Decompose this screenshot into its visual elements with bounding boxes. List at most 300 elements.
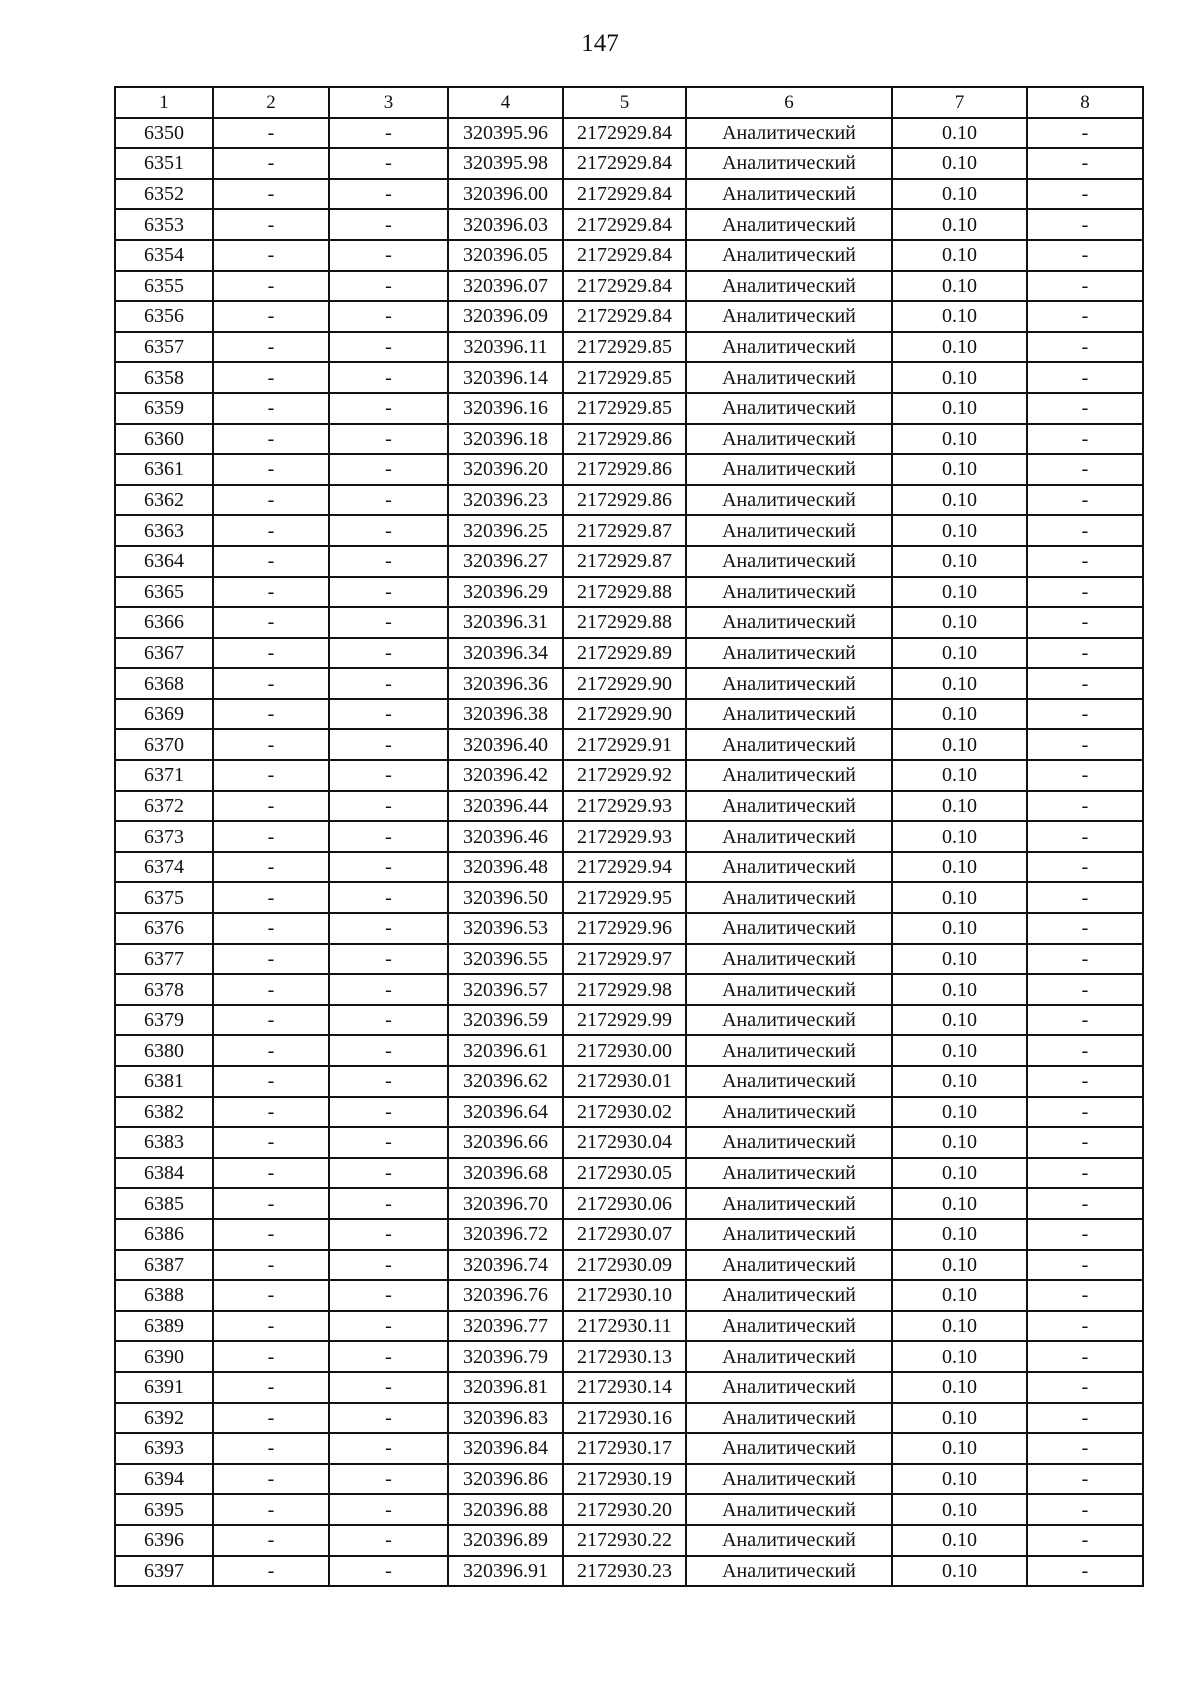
table-cell-col-7: 0.10 [892, 882, 1027, 913]
table-cell-col-1: 6382 [115, 1097, 213, 1128]
table-cell-col-6: Аналитический [686, 1556, 892, 1587]
table-cell-col-3: - [329, 1250, 448, 1281]
table-cell-col-7: 0.10 [892, 454, 1027, 485]
table-cell-col-3: - [329, 1280, 448, 1311]
table-cell-col-4: 320396.25 [448, 515, 563, 546]
table-cell-col-6: Аналитический [686, 1066, 892, 1097]
table-cell-col-8: - [1027, 424, 1143, 455]
table-cell-col-4: 320396.81 [448, 1372, 563, 1403]
table-cell-col-2: - [213, 179, 329, 210]
table-row [115, 332, 1143, 363]
table-cell-col-5: 2172930.17 [563, 1433, 686, 1464]
table-cell-col-3: - [329, 1433, 448, 1464]
table-row [115, 791, 1143, 822]
table-cell-col-4: 320396.59 [448, 1005, 563, 1036]
table-cell-col-5: 2172930.14 [563, 1372, 686, 1403]
table-cell-col-7: 0.10 [892, 729, 1027, 760]
table-cell-col-1: 6397 [115, 1556, 213, 1587]
table-cell-col-1: 6373 [115, 821, 213, 852]
table-cell-col-1: 6377 [115, 944, 213, 975]
table-cell-col-7: 0.10 [892, 1219, 1027, 1250]
table-cell-col-8: - [1027, 332, 1143, 363]
table-cell-col-8: - [1027, 974, 1143, 1005]
table-cell-col-8: - [1027, 668, 1143, 699]
table-cell-col-2: - [213, 821, 329, 852]
table-row [115, 179, 1143, 210]
table-cell-col-7: 0.10 [892, 638, 1027, 669]
table-cell-col-3: - [329, 515, 448, 546]
table-cell-col-8: - [1027, 1525, 1143, 1556]
table-row [115, 148, 1143, 179]
table-cell-col-7: 0.10 [892, 424, 1027, 455]
table-cell-col-7: 0.10 [892, 1097, 1027, 1128]
table-cell-col-4: 320396.66 [448, 1127, 563, 1158]
table-cell-col-3: - [329, 1403, 448, 1434]
table-cell-col-8: - [1027, 301, 1143, 332]
table-cell-col-1: 6354 [115, 240, 213, 271]
table-row [115, 638, 1143, 669]
table-cell-col-7: 0.10 [892, 209, 1027, 240]
table-cell-col-8: - [1027, 791, 1143, 822]
table-cell-col-8: - [1027, 1403, 1143, 1434]
table-cell-col-4: 320396.14 [448, 362, 563, 393]
table-cell-col-6: Аналитический [686, 1464, 892, 1495]
table-cell-col-3: - [329, 1311, 448, 1342]
table-cell-col-8: - [1027, 1311, 1143, 1342]
table-cell-col-4: 320396.27 [448, 546, 563, 577]
table-cell-col-1: 6381 [115, 1066, 213, 1097]
table-cell-col-1: 6352 [115, 179, 213, 210]
table-cell-col-3: - [329, 301, 448, 332]
table-cell-col-2: - [213, 1403, 329, 1434]
table-row [115, 1035, 1143, 1066]
table-cell-col-1: 6362 [115, 485, 213, 516]
table-cell-col-5: 2172929.87 [563, 515, 686, 546]
table-cell-col-8: - [1027, 1494, 1143, 1525]
table-cell-col-8: - [1027, 729, 1143, 760]
table-cell-col-5: 2172929.84 [563, 209, 686, 240]
table-cell-col-6: Аналитический [686, 424, 892, 455]
table-cell-col-6: Аналитический [686, 852, 892, 883]
table-cell-col-5: 2172929.97 [563, 944, 686, 975]
table-cell-col-3: - [329, 1158, 448, 1189]
table-cell-col-2: - [213, 791, 329, 822]
table-cell-col-6: Аналитический [686, 821, 892, 852]
table-cell-col-5: 2172929.89 [563, 638, 686, 669]
table-cell-col-3: - [329, 668, 448, 699]
table-header-row [115, 87, 1143, 118]
table-cell-col-4: 320396.31 [448, 607, 563, 638]
table-cell-col-1: 6389 [115, 1311, 213, 1342]
table-cell-col-4: 320396.57 [448, 974, 563, 1005]
table-cell-col-8: - [1027, 393, 1143, 424]
table-cell-col-5: 2172930.06 [563, 1188, 686, 1219]
table-row [115, 1341, 1143, 1372]
table-cell-col-3: - [329, 791, 448, 822]
table-cell-col-5: 2172930.11 [563, 1311, 686, 1342]
table-cell-col-5: 2172929.93 [563, 791, 686, 822]
table-cell-col-7: 0.10 [892, 852, 1027, 883]
table-cell-col-7: 0.10 [892, 1127, 1027, 1158]
header-cell-col-1: 1 [115, 87, 213, 118]
table-cell-col-1: 6370 [115, 729, 213, 760]
table-cell-col-2: - [213, 1158, 329, 1189]
table-cell-col-5: 2172930.05 [563, 1158, 686, 1189]
table-cell-col-7: 0.10 [892, 1158, 1027, 1189]
table-row [115, 1494, 1143, 1525]
table-cell-col-6: Аналитический [686, 1127, 892, 1158]
table-cell-col-2: - [213, 1097, 329, 1128]
table-cell-col-4: 320396.03 [448, 209, 563, 240]
table-cell-col-8: - [1027, 148, 1143, 179]
table-cell-col-8: - [1027, 1035, 1143, 1066]
table-row [115, 1525, 1143, 1556]
table-cell-col-7: 0.10 [892, 607, 1027, 638]
table-cell-col-3: - [329, 1066, 448, 1097]
table-cell-col-4: 320396.48 [448, 852, 563, 883]
table-cell-col-7: 0.10 [892, 301, 1027, 332]
table-cell-col-6: Аналитический [686, 1372, 892, 1403]
table-cell-col-6: Аналитический [686, 791, 892, 822]
table-cell-col-2: - [213, 1433, 329, 1464]
table-cell-col-7: 0.10 [892, 546, 1027, 577]
table-cell-col-7: 0.10 [892, 179, 1027, 210]
table-cell-col-8: - [1027, 1219, 1143, 1250]
table-cell-col-2: - [213, 1250, 329, 1281]
table-cell-col-4: 320396.68 [448, 1158, 563, 1189]
table-cell-col-6: Аналитический [686, 1311, 892, 1342]
table-cell-col-4: 320396.44 [448, 791, 563, 822]
table-cell-col-8: - [1027, 1280, 1143, 1311]
table-cell-col-2: - [213, 699, 329, 730]
table-cell-col-6: Аналитический [686, 485, 892, 516]
table-cell-col-1: 6367 [115, 638, 213, 669]
table-cell-col-2: - [213, 271, 329, 302]
table-cell-col-3: - [329, 944, 448, 975]
table-cell-col-2: - [213, 1005, 329, 1036]
table-cell-col-8: - [1027, 760, 1143, 791]
table-cell-col-5: 2172929.87 [563, 546, 686, 577]
header-cell-col-3: 3 [329, 87, 448, 118]
table-cell-col-4: 320396.84 [448, 1433, 563, 1464]
table-cell-col-7: 0.10 [892, 1035, 1027, 1066]
table-cell-col-6: Аналитический [686, 1280, 892, 1311]
coordinates-table [114, 86, 1144, 1587]
table-row [115, 760, 1143, 791]
table-cell-col-8: - [1027, 577, 1143, 608]
table-cell-col-6: Аналитический [686, 729, 892, 760]
table-cell-col-1: 6380 [115, 1035, 213, 1066]
table-row [115, 668, 1143, 699]
table-row [115, 699, 1143, 730]
table-row [115, 118, 1143, 149]
table-cell-col-6: Аналитический [686, 1341, 892, 1372]
table-cell-col-2: - [213, 729, 329, 760]
table-cell-col-6: Аналитический [686, 148, 892, 179]
table-cell-col-1: 6371 [115, 760, 213, 791]
table-row [115, 209, 1143, 240]
table-cell-col-5: 2172930.09 [563, 1250, 686, 1281]
table-cell-col-8: - [1027, 1097, 1143, 1128]
table-cell-col-1: 6387 [115, 1250, 213, 1281]
table-cell-col-2: - [213, 515, 329, 546]
table-cell-col-2: - [213, 240, 329, 271]
table-cell-col-6: Аналитический [686, 699, 892, 730]
table-cell-col-4: 320396.29 [448, 577, 563, 608]
table-cell-col-3: - [329, 148, 448, 179]
table-cell-col-8: - [1027, 1188, 1143, 1219]
table-cell-col-8: - [1027, 1556, 1143, 1587]
table-cell-col-5: 2172929.99 [563, 1005, 686, 1036]
table-cell-col-4: 320396.09 [448, 301, 563, 332]
header-cell-col-2: 2 [213, 87, 329, 118]
table-row [115, 1127, 1143, 1158]
table-cell-col-6: Аналитический [686, 393, 892, 424]
table-cell-col-8: - [1027, 271, 1143, 302]
table-cell-col-1: 6369 [115, 699, 213, 730]
table-cell-col-7: 0.10 [892, 1433, 1027, 1464]
table-cell-col-4: 320396.89 [448, 1525, 563, 1556]
table-cell-col-6: Аналитический [686, 1097, 892, 1128]
table-cell-col-1: 6395 [115, 1494, 213, 1525]
table-cell-col-4: 320396.05 [448, 240, 563, 271]
table-cell-col-1: 6360 [115, 424, 213, 455]
table-cell-col-8: - [1027, 944, 1143, 975]
table-cell-col-2: - [213, 1311, 329, 1342]
header-cell-col-5: 5 [563, 87, 686, 118]
table-cell-col-6: Аналитический [686, 209, 892, 240]
table-cell-col-7: 0.10 [892, 668, 1027, 699]
table-cell-col-2: - [213, 668, 329, 699]
table-row [115, 729, 1143, 760]
table-cell-col-6: Аналитический [686, 944, 892, 975]
table-cell-col-2: - [213, 1341, 329, 1372]
table-cell-col-6: Аналитический [686, 301, 892, 332]
table-cell-col-3: - [329, 760, 448, 791]
table-cell-col-4: 320396.55 [448, 944, 563, 975]
table-cell-col-1: 6390 [115, 1341, 213, 1372]
table-cell-col-6: Аналитический [686, 515, 892, 546]
table-cell-col-2: - [213, 1556, 329, 1587]
table-cell-col-1: 6364 [115, 546, 213, 577]
table-cell-col-7: 0.10 [892, 332, 1027, 363]
header-cell-col-4: 4 [448, 87, 563, 118]
table-cell-col-5: 2172929.85 [563, 332, 686, 363]
table-row [115, 1005, 1143, 1036]
table-cell-col-5: 2172929.96 [563, 913, 686, 944]
table-cell-col-1: 6366 [115, 607, 213, 638]
table-cell-col-3: - [329, 913, 448, 944]
table-cell-col-3: - [329, 1525, 448, 1556]
table-cell-col-2: - [213, 546, 329, 577]
table-cell-col-5: 2172930.10 [563, 1280, 686, 1311]
table-cell-col-2: - [213, 577, 329, 608]
table-cell-col-1: 6378 [115, 974, 213, 1005]
table-cell-col-5: 2172929.84 [563, 301, 686, 332]
table-cell-col-5: 2172929.93 [563, 821, 686, 852]
table-cell-col-5: 2172929.86 [563, 454, 686, 485]
table-cell-col-1: 6385 [115, 1188, 213, 1219]
table-cell-col-4: 320396.53 [448, 913, 563, 944]
table-cell-col-5: 2172930.19 [563, 1464, 686, 1495]
table-cell-col-6: Аналитический [686, 1005, 892, 1036]
table-cell-col-6: Аналитический [686, 271, 892, 302]
table-cell-col-8: - [1027, 1158, 1143, 1189]
table-cell-col-5: 2172930.07 [563, 1219, 686, 1250]
table-cell-col-4: 320396.38 [448, 699, 563, 730]
table-cell-col-2: - [213, 1219, 329, 1250]
table-cell-col-1: 6394 [115, 1464, 213, 1495]
table-cell-col-2: - [213, 974, 329, 1005]
table-cell-col-5: 2172929.92 [563, 760, 686, 791]
table-cell-col-1: 6361 [115, 454, 213, 485]
table-cell-col-2: - [213, 424, 329, 455]
table-cell-col-3: - [329, 485, 448, 516]
table-cell-col-7: 0.10 [892, 1525, 1027, 1556]
table-cell-col-8: - [1027, 1464, 1143, 1495]
table-cell-col-1: 6384 [115, 1158, 213, 1189]
table-cell-col-2: - [213, 1127, 329, 1158]
table-row [115, 1097, 1143, 1128]
table-cell-col-2: - [213, 301, 329, 332]
table-cell-col-2: - [213, 882, 329, 913]
table-cell-col-6: Аналитический [686, 1035, 892, 1066]
table-cell-col-8: - [1027, 546, 1143, 577]
table-cell-col-3: - [329, 1494, 448, 1525]
table-cell-col-5: 2172929.84 [563, 271, 686, 302]
table-cell-col-7: 0.10 [892, 515, 1027, 546]
table-cell-col-1: 6363 [115, 515, 213, 546]
table-cell-col-8: - [1027, 1005, 1143, 1036]
table-row [115, 301, 1143, 332]
table-cell-col-6: Аналитический [686, 1250, 892, 1281]
table-cell-col-7: 0.10 [892, 1341, 1027, 1372]
table-cell-col-7: 0.10 [892, 393, 1027, 424]
table-cell-col-8: - [1027, 913, 1143, 944]
table-row [115, 821, 1143, 852]
table-cell-col-3: - [329, 1341, 448, 1372]
table-cell-col-5: 2172929.84 [563, 148, 686, 179]
table-cell-col-4: 320396.62 [448, 1066, 563, 1097]
table-row [115, 393, 1143, 424]
table-row [115, 1403, 1143, 1434]
table-cell-col-6: Аналитический [686, 1158, 892, 1189]
table-cell-col-3: - [329, 209, 448, 240]
table-cell-col-1: 6393 [115, 1433, 213, 1464]
table-row [115, 271, 1143, 302]
table-cell-col-4: 320396.23 [448, 485, 563, 516]
table-cell-col-6: Аналитический [686, 974, 892, 1005]
table-row [115, 577, 1143, 608]
table-row [115, 1219, 1143, 1250]
table-row [115, 1464, 1143, 1495]
table-cell-col-4: 320396.18 [448, 424, 563, 455]
table-cell-col-3: - [329, 362, 448, 393]
table-cell-col-4: 320395.98 [448, 148, 563, 179]
table-cell-col-6: Аналитический [686, 668, 892, 699]
table-cell-col-2: - [213, 148, 329, 179]
table-cell-col-6: Аналитический [686, 1494, 892, 1525]
table-cell-col-7: 0.10 [892, 913, 1027, 944]
header-cell-col-8: 8 [1027, 87, 1143, 118]
table-cell-col-8: - [1027, 240, 1143, 271]
table-cell-col-3: - [329, 179, 448, 210]
table-cell-col-5: 2172929.84 [563, 118, 686, 149]
table-cell-col-4: 320396.70 [448, 1188, 563, 1219]
table-cell-col-7: 0.10 [892, 1188, 1027, 1219]
table-cell-col-7: 0.10 [892, 1280, 1027, 1311]
table-cell-col-2: - [213, 913, 329, 944]
table-cell-col-4: 320396.42 [448, 760, 563, 791]
page-number: 147 [581, 30, 619, 57]
table-cell-col-4: 320396.74 [448, 1250, 563, 1281]
table-cell-col-2: - [213, 1372, 329, 1403]
table-row [115, 546, 1143, 577]
table-cell-col-7: 0.10 [892, 240, 1027, 271]
table-cell-col-1: 6351 [115, 148, 213, 179]
table-cell-col-5: 2172929.88 [563, 577, 686, 608]
table-cell-col-7: 0.10 [892, 944, 1027, 975]
header-cell-col-6: 6 [686, 87, 892, 118]
table-cell-col-8: - [1027, 1372, 1143, 1403]
table-cell-col-7: 0.10 [892, 1005, 1027, 1036]
table-cell-col-3: - [329, 1556, 448, 1587]
header-cell-col-7: 7 [892, 87, 1027, 118]
table-cell-col-1: 6365 [115, 577, 213, 608]
table-cell-col-1: 6358 [115, 362, 213, 393]
table-cell-col-2: - [213, 393, 329, 424]
table-cell-col-6: Аналитический [686, 607, 892, 638]
table-cell-col-1: 6374 [115, 852, 213, 883]
table-cell-col-4: 320396.64 [448, 1097, 563, 1128]
table-cell-col-4: 320396.07 [448, 271, 563, 302]
table-cell-col-3: - [329, 454, 448, 485]
table-cell-col-8: - [1027, 209, 1143, 240]
table-cell-col-4: 320396.20 [448, 454, 563, 485]
table-cell-col-2: - [213, 852, 329, 883]
table-cell-col-5: 2172929.86 [563, 424, 686, 455]
table-cell-col-4: 320396.11 [448, 332, 563, 363]
table-cell-col-1: 6356 [115, 301, 213, 332]
table-cell-col-4: 320396.83 [448, 1403, 563, 1434]
table-cell-col-8: - [1027, 1127, 1143, 1158]
table-cell-col-8: - [1027, 882, 1143, 913]
table-row [115, 1433, 1143, 1464]
table-cell-col-2: - [213, 1464, 329, 1495]
table-cell-col-6: Аналитический [686, 546, 892, 577]
table-cell-col-3: - [329, 882, 448, 913]
table-cell-col-7: 0.10 [892, 760, 1027, 791]
table-cell-col-5: 2172930.20 [563, 1494, 686, 1525]
table-row [115, 454, 1143, 485]
table-cell-col-4: 320395.96 [448, 118, 563, 149]
table-cell-col-2: - [213, 760, 329, 791]
table-cell-col-2: - [213, 607, 329, 638]
table-row [115, 974, 1143, 1005]
table-cell-col-3: - [329, 240, 448, 271]
table-cell-col-3: - [329, 699, 448, 730]
table-cell-col-1: 6396 [115, 1525, 213, 1556]
table-cell-col-5: 2172929.98 [563, 974, 686, 1005]
table-cell-col-4: 320396.00 [448, 179, 563, 210]
table-cell-col-4: 320396.61 [448, 1035, 563, 1066]
table-cell-col-7: 0.10 [892, 1464, 1027, 1495]
table-cell-col-7: 0.10 [892, 271, 1027, 302]
table-cell-col-1: 6353 [115, 209, 213, 240]
table-cell-col-2: - [213, 1525, 329, 1556]
table-cell-col-4: 320396.79 [448, 1341, 563, 1372]
table-cell-col-3: - [329, 729, 448, 760]
